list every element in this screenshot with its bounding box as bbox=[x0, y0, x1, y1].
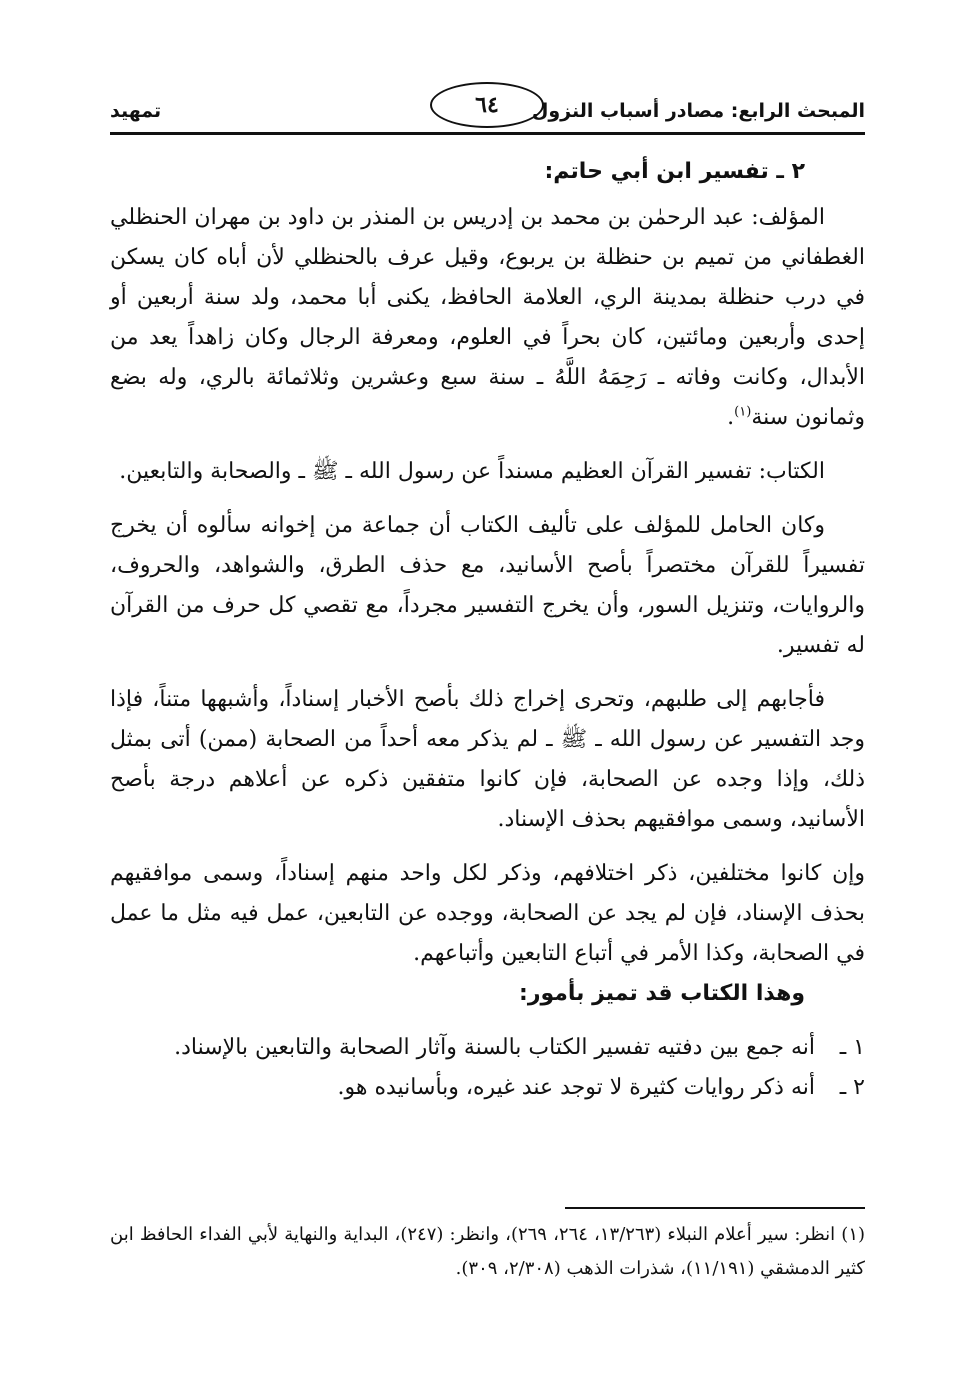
running-header bbox=[110, 78, 865, 130]
section-heading: ٢ ـ تفسير ابن أبي حاتم: bbox=[544, 159, 805, 184]
running-chapter-title: تمهيد bbox=[110, 100, 162, 122]
paragraph-motivation: وكان الحامل للمؤلف على تأليف الكتاب أن جماعة من إخوانه سألوه أن يخرج تفسيراً للقرآن مختصراً بأصح الأسانيد، مع حذف الطرق، والشواهد، والحروف، والروايات، وتنزيل السور، وأن يخرج التفسير مجرداً، مع تقصي كل حرف من القرآن له تفسير. bbox=[110, 513, 865, 658]
list-item-number: ١ ـ bbox=[839, 1035, 865, 1060]
footnote-marker[interactable]: (١) bbox=[734, 404, 752, 420]
paragraph-book: الكتاب: تفسير القرآن العظيم مسنداً عن رسول الله ـ ﷺ ـ والصحابة والتابعين. bbox=[119, 459, 825, 484]
features-subheading: وهذا الكتاب قد تميز بأمور: bbox=[519, 981, 805, 1006]
footnote-1: (١) انظر: سير أعلام النبلاء (١٣/٢٦٣، ٢٦٤، ٢٦٩)، وانظر: (٢٤٧)، البداية والنهاية لأبي الفداء الحافظ ابن كثير الدمشقي (١١/١٩١)، شذرات الذهب (٢/٣٠٨، ٣٠٩). bbox=[110, 1224, 866, 1279]
paragraph-author bbox=[110, 198, 865, 438]
list-item bbox=[110, 1028, 865, 1068]
footnotes bbox=[110, 1218, 865, 1286]
list-item-number: ٢ ـ bbox=[839, 1075, 865, 1100]
paragraph-differences: وإن كانوا مختلفين، ذكر اختلافهم، وذكر لكل واحد منهم إسناداً، وسمى موافقيهم بحذف الإسناد، فإن لم يجد عن الصحابة، ووجده عن التابعين، عمل فيه مثل ما عمل في الصحابة، وكذا الأمر في أتباع التابعين وأتباعهم. bbox=[110, 861, 865, 966]
list-item-text: أنه ذكر روايات كثيرة لا توجد عند غيره، وبأسانيده هو. bbox=[337, 1075, 815, 1100]
paragraph-method: فأجابهم إلى طلبهم، وتحرى إخراج ذلك بأصح الأخبار إسناداً، وأشبهها متناً، فإذا وجد التفسير عن رسول الله ـ ﷺ ـ لم يذكر معه أحداً من الصحابة (ممن) أتى بمثل ذلك، وإذا وجده عن الصحابة، فإن كانوا متفقين ذكره عن أعلاهم درجة بأصح الأسانيد، وسمى موافقيهم بحذف الإسناد. bbox=[110, 687, 865, 832]
list-item-text: أنه جمع بين دفتيه تفسير الكتاب بالسنة وآثار الصحابة والتابعين بالإسناد. bbox=[174, 1035, 815, 1060]
main-text bbox=[110, 152, 865, 1108]
footnote-divider bbox=[565, 1207, 865, 1209]
list-item bbox=[110, 1068, 865, 1108]
page-number-badge: ٦٤ bbox=[430, 82, 544, 128]
running-section-title: المبحث الرابع: مصادر أسباب النزول bbox=[531, 100, 865, 122]
header-divider bbox=[110, 132, 865, 135]
paragraph-author-end: . bbox=[727, 405, 735, 430]
paragraph-author-text: المؤلف: عبد الرحمٰن بن محمد بن إدريس بن المنذر بن داود بن مهران الحنظلي الغطفاني من تميم بن حنظلة بن يربوع، وقيل عرف بالحنظلي لأن أباه كان يسكن في درب حنظلة بمدينة الري، العلامة الحافظ، يكنى أبا محمد، ولد سنة أربعين أو إحدى وأربعين ومائتين، كان بحراً في العلوم، ومعرفة الرجال وكان زاهداً يعد من الأبدال، وكانت وفاته ـ رَحِمَهُ اللَّهُ ـ سنة سبع وعشرين وثلاثمائة بالري، وله بضع وثمانون سنة bbox=[110, 205, 865, 430]
